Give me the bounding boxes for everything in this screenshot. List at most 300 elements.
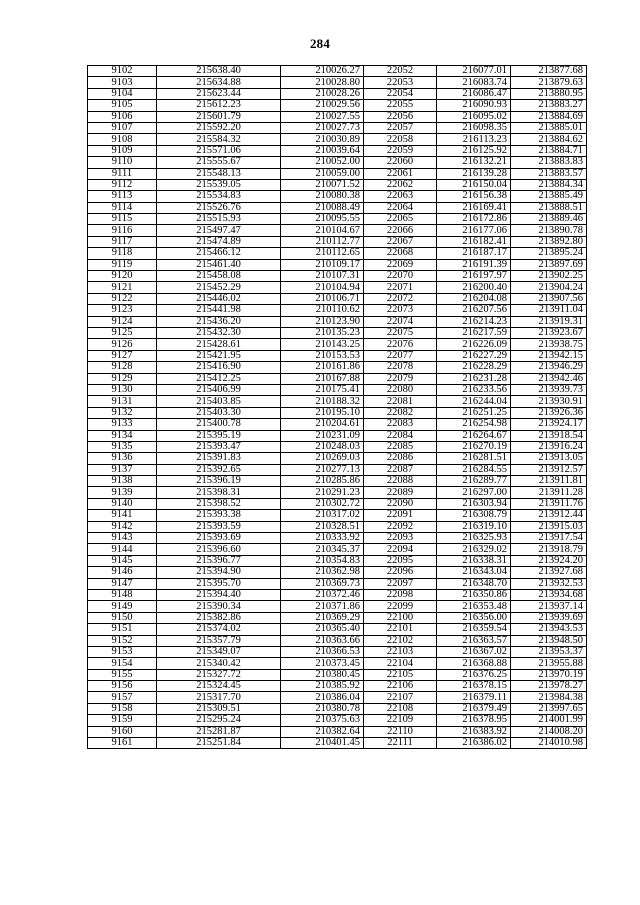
point-id-right: 22058: [364, 134, 437, 145]
point-id-left: 9105: [88, 100, 157, 111]
point-id-right: 22105: [364, 669, 437, 680]
point-id-right: 22081: [364, 396, 437, 407]
x-coordinate-right: 216343.04: [437, 567, 511, 578]
point-id-left: 9136: [88, 453, 157, 464]
point-id-right: 22107: [364, 692, 437, 703]
x-coordinate-right: 216197.97: [437, 271, 511, 282]
x-coordinate-left: 215428.61: [157, 339, 281, 350]
table-row: [88, 327, 587, 338]
point-id-left: 9122: [88, 293, 157, 304]
x-coordinate-right: 216207.56: [437, 305, 511, 316]
x-coordinate-right: 216172.86: [437, 214, 511, 225]
point-id-right: 22063: [364, 191, 437, 202]
table-row: [88, 191, 587, 202]
y-coordinate-left: 210167.88: [281, 373, 364, 384]
y-coordinate-left: 210382.64: [281, 726, 364, 737]
point-id-left: 9149: [88, 601, 157, 612]
y-coordinate-left: 210112.65: [281, 248, 364, 259]
table-row: [88, 681, 587, 692]
y-coordinate-right: 213939.73: [511, 384, 587, 395]
point-id-right: 22092: [364, 521, 437, 532]
table-row: [88, 214, 587, 225]
point-id-right: 22084: [364, 430, 437, 441]
y-coordinate-right: 213877.68: [511, 66, 587, 77]
y-coordinate-left: 210143.25: [281, 339, 364, 350]
y-coordinate-left: 210363.66: [281, 635, 364, 646]
y-coordinate-right: 213912.57: [511, 464, 587, 475]
y-coordinate-right: 213930.91: [511, 396, 587, 407]
point-id-left: 9147: [88, 578, 157, 589]
point-id-right: 22101: [364, 624, 437, 635]
point-id-right: 22074: [364, 316, 437, 327]
table-row: [88, 555, 587, 566]
y-coordinate-right: 214008.20: [511, 726, 587, 737]
y-coordinate-left: 210028.26: [281, 88, 364, 99]
x-coordinate-right: 216329.02: [437, 544, 511, 555]
x-coordinate-left: 215393.69: [157, 533, 281, 544]
table-row: [88, 498, 587, 509]
y-coordinate-right: 213939.69: [511, 612, 587, 623]
point-id-right: 22069: [364, 259, 437, 270]
y-coordinate-left: 210380.78: [281, 703, 364, 714]
table-row: [88, 134, 587, 145]
table-row: [88, 362, 587, 373]
point-id-left: 9151: [88, 624, 157, 635]
x-coordinate-left: 215539.05: [157, 179, 281, 190]
y-coordinate-left: 210328.51: [281, 521, 364, 532]
point-id-left: 9157: [88, 692, 157, 703]
table-row: [88, 624, 587, 635]
y-coordinate-right: 213885.01: [511, 122, 587, 133]
y-coordinate-left: 210106.71: [281, 293, 364, 304]
x-coordinate-right: 216356.00: [437, 612, 511, 623]
point-id-right: 22089: [364, 487, 437, 498]
x-coordinate-left: 215396.19: [157, 476, 281, 487]
table-row: [88, 100, 587, 111]
y-coordinate-left: 210354.83: [281, 555, 364, 566]
x-coordinate-left: 215497.47: [157, 225, 281, 236]
point-id-right: 22083: [364, 419, 437, 430]
x-coordinate-right: 216270.19: [437, 441, 511, 452]
point-id-left: 9103: [88, 77, 157, 88]
point-id-right: 22053: [364, 77, 437, 88]
table-row: [88, 225, 587, 236]
y-coordinate-right: 213918.54: [511, 430, 587, 441]
y-coordinate-left: 210231.09: [281, 430, 364, 441]
x-coordinate-left: 215461.40: [157, 259, 281, 270]
x-coordinate-left: 215406.99: [157, 384, 281, 395]
point-id-left: 9106: [88, 111, 157, 122]
table-row: [88, 738, 587, 749]
point-id-left: 9107: [88, 122, 157, 133]
point-id-left: 9144: [88, 544, 157, 555]
y-coordinate-right: 213911.81: [511, 476, 587, 487]
x-coordinate-right: 216132.21: [437, 157, 511, 168]
y-coordinate-left: 210277.13: [281, 464, 364, 475]
x-coordinate-left: 215295.24: [157, 715, 281, 726]
x-coordinate-right: 216139.28: [437, 168, 511, 179]
y-coordinate-left: 210095.55: [281, 214, 364, 225]
y-coordinate-left: 210371.86: [281, 601, 364, 612]
y-coordinate-left: 210110.62: [281, 305, 364, 316]
y-coordinate-left: 210401.45: [281, 738, 364, 749]
y-coordinate-right: 213897.69: [511, 259, 587, 270]
y-coordinate-left: 210161.86: [281, 362, 364, 373]
table-row: [88, 533, 587, 544]
point-id-left: 9138: [88, 476, 157, 487]
x-coordinate-right: 216098.35: [437, 122, 511, 133]
x-coordinate-right: 216284.55: [437, 464, 511, 475]
y-coordinate-right: 213902.25: [511, 271, 587, 282]
y-coordinate-left: 210317.02: [281, 510, 364, 521]
y-coordinate-right: 213946.29: [511, 362, 587, 373]
x-coordinate-left: 215390.34: [157, 601, 281, 612]
point-id-left: 9143: [88, 533, 157, 544]
y-coordinate-right: 213932.53: [511, 578, 587, 589]
point-id-left: 9102: [88, 66, 157, 77]
table-row: [88, 88, 587, 99]
y-coordinate-right: 213883.27: [511, 100, 587, 111]
table-row: [88, 259, 587, 270]
y-coordinate-right: 213895.24: [511, 248, 587, 259]
y-coordinate-left: 210269.03: [281, 453, 364, 464]
table-row: [88, 168, 587, 179]
y-coordinate-right: 213911.76: [511, 498, 587, 509]
x-coordinate-left: 215340.42: [157, 658, 281, 669]
y-coordinate-left: 210123.90: [281, 316, 364, 327]
x-coordinate-left: 215441.98: [157, 305, 281, 316]
y-coordinate-left: 210026.27: [281, 66, 364, 77]
point-id-right: 22097: [364, 578, 437, 589]
x-coordinate-left: 215357.79: [157, 635, 281, 646]
y-coordinate-right: 213889.46: [511, 214, 587, 225]
x-coordinate-right: 216254.98: [437, 419, 511, 430]
point-id-right: 22079: [364, 373, 437, 384]
y-coordinate-left: 210088.49: [281, 202, 364, 213]
point-id-left: 9145: [88, 555, 157, 566]
y-coordinate-left: 210204.61: [281, 419, 364, 430]
point-id-right: 22104: [364, 658, 437, 669]
x-coordinate-left: 215526.76: [157, 202, 281, 213]
x-coordinate-left: 215515.93: [157, 214, 281, 225]
y-coordinate-left: 210373.45: [281, 658, 364, 669]
y-coordinate-right: 213883.83: [511, 157, 587, 168]
point-id-right: 22072: [364, 293, 437, 304]
y-coordinate-right: 213938.75: [511, 339, 587, 350]
x-coordinate-left: 215534.83: [157, 191, 281, 202]
x-coordinate-left: 215458.08: [157, 271, 281, 282]
point-id-left: 9115: [88, 214, 157, 225]
page-number: 284: [309, 36, 331, 51]
y-coordinate-right: 213943.53: [511, 624, 587, 635]
y-coordinate-right: 213880.95: [511, 88, 587, 99]
y-coordinate-left: 210028.80: [281, 77, 364, 88]
x-coordinate-left: 215395.70: [157, 578, 281, 589]
x-coordinate-right: 216367.02: [437, 646, 511, 657]
x-coordinate-right: 216200.40: [437, 282, 511, 293]
table-row: [88, 635, 587, 646]
point-id-left: 9114: [88, 202, 157, 213]
y-coordinate-right: 213879.63: [511, 77, 587, 88]
coordinates-table: [87, 65, 587, 749]
y-coordinate-left: 210195.10: [281, 407, 364, 418]
point-id-right: 22088: [364, 476, 437, 487]
point-id-left: 9118: [88, 248, 157, 259]
table-row: [88, 236, 587, 247]
x-coordinate-left: 215398.31: [157, 487, 281, 498]
x-coordinate-right: 216187.17: [437, 248, 511, 259]
x-coordinate-left: 215634.88: [157, 77, 281, 88]
point-id-right: 22071: [364, 282, 437, 293]
table-row: [88, 66, 587, 77]
table-row: [88, 293, 587, 304]
y-coordinate-right: 213883.57: [511, 168, 587, 179]
x-coordinate-left: 215349.07: [157, 646, 281, 657]
y-coordinate-left: 210027.55: [281, 111, 364, 122]
y-coordinate-left: 210104.67: [281, 225, 364, 236]
coordinates-table-body: [88, 66, 587, 749]
x-coordinate-left: 215324.45: [157, 681, 281, 692]
y-coordinate-left: 210362.98: [281, 567, 364, 578]
point-id-left: 9116: [88, 225, 157, 236]
point-id-right: 22100: [364, 612, 437, 623]
x-coordinate-right: 216214.23: [437, 316, 511, 327]
y-coordinate-left: 210080.38: [281, 191, 364, 202]
point-id-left: 9104: [88, 88, 157, 99]
x-coordinate-right: 216228.29: [437, 362, 511, 373]
x-coordinate-right: 216233.56: [437, 384, 511, 395]
point-id-left: 9153: [88, 646, 157, 657]
point-id-left: 9109: [88, 145, 157, 156]
point-id-left: 9137: [88, 464, 157, 475]
y-coordinate-right: 213885.49: [511, 191, 587, 202]
point-id-left: 9130: [88, 384, 157, 395]
x-coordinate-left: 215474.89: [157, 236, 281, 247]
point-id-right: 22103: [364, 646, 437, 657]
y-coordinate-left: 210333.92: [281, 533, 364, 544]
x-coordinate-left: 215392.65: [157, 464, 281, 475]
x-coordinate-right: 216264.67: [437, 430, 511, 441]
y-coordinate-right: 213904.24: [511, 282, 587, 293]
point-id-right: 22066: [364, 225, 437, 236]
point-id-right: 22109: [364, 715, 437, 726]
table-row: [88, 430, 587, 441]
x-coordinate-left: 215452.29: [157, 282, 281, 293]
point-id-right: 22064: [364, 202, 437, 213]
point-id-right: 22082: [364, 407, 437, 418]
x-coordinate-left: 215281.87: [157, 726, 281, 737]
x-coordinate-right: 216083.74: [437, 77, 511, 88]
x-coordinate-right: 216169.41: [437, 202, 511, 213]
point-id-right: 22078: [364, 362, 437, 373]
x-coordinate-left: 215395.19: [157, 430, 281, 441]
x-coordinate-right: 216077.01: [437, 66, 511, 77]
point-id-left: 9128: [88, 362, 157, 373]
x-coordinate-right: 216251.25: [437, 407, 511, 418]
point-id-left: 9132: [88, 407, 157, 418]
x-coordinate-right: 216338.31: [437, 555, 511, 566]
x-coordinate-right: 216378.95: [437, 715, 511, 726]
y-coordinate-left: 210285.86: [281, 476, 364, 487]
point-id-right: 22056: [364, 111, 437, 122]
table-row: [88, 487, 587, 498]
y-coordinate-right: 213919.31: [511, 316, 587, 327]
y-coordinate-left: 210153.53: [281, 350, 364, 361]
y-coordinate-right: 214010.98: [511, 738, 587, 749]
table-row: [88, 544, 587, 555]
point-id-right: 22073: [364, 305, 437, 316]
x-coordinate-right: 216379.49: [437, 703, 511, 714]
x-coordinate-left: 215548.13: [157, 168, 281, 179]
y-coordinate-right: 213907.56: [511, 293, 587, 304]
point-id-right: 22052: [364, 66, 437, 77]
point-id-left: 9123: [88, 305, 157, 316]
point-id-right: 22060: [364, 157, 437, 168]
table-row: [88, 305, 587, 316]
y-coordinate-right: 213918.79: [511, 544, 587, 555]
table-row: [88, 715, 587, 726]
x-coordinate-left: 215398.52: [157, 498, 281, 509]
point-id-right: 22106: [364, 681, 437, 692]
y-coordinate-left: 210291.23: [281, 487, 364, 498]
x-coordinate-right: 216289.77: [437, 476, 511, 487]
y-coordinate-right: 213924.17: [511, 419, 587, 430]
table-row: [88, 396, 587, 407]
y-coordinate-left: 210375.63: [281, 715, 364, 726]
x-coordinate-right: 216376.25: [437, 669, 511, 680]
table-row: [88, 282, 587, 293]
point-id-left: 9117: [88, 236, 157, 247]
x-coordinate-right: 216125.92: [437, 145, 511, 156]
point-id-left: 9148: [88, 589, 157, 600]
point-id-right: 22075: [364, 327, 437, 338]
table-row: [88, 658, 587, 669]
table-row: [88, 407, 587, 418]
x-coordinate-left: 215403.85: [157, 396, 281, 407]
table-row: [88, 521, 587, 532]
table-row: [88, 703, 587, 714]
y-coordinate-right: 213984.38: [511, 692, 587, 703]
y-coordinate-left: 210135.23: [281, 327, 364, 338]
point-id-left: 9158: [88, 703, 157, 714]
x-coordinate-left: 215374.02: [157, 624, 281, 635]
point-id-left: 9121: [88, 282, 157, 293]
y-coordinate-left: 210112.77: [281, 236, 364, 247]
x-coordinate-right: 216353.48: [437, 601, 511, 612]
point-id-left: 9124: [88, 316, 157, 327]
y-coordinate-right: 213942.46: [511, 373, 587, 384]
y-coordinate-right: 213884.69: [511, 111, 587, 122]
point-id-right: 22108: [364, 703, 437, 714]
point-id-right: 22055: [364, 100, 437, 111]
y-coordinate-right: 213937.14: [511, 601, 587, 612]
table-row: [88, 464, 587, 475]
point-id-left: 9108: [88, 134, 157, 145]
y-coordinate-left: 210188.32: [281, 396, 364, 407]
table-row: [88, 157, 587, 168]
y-coordinate-right: 213917.54: [511, 533, 587, 544]
x-coordinate-left: 215466.12: [157, 248, 281, 259]
x-coordinate-right: 216363.57: [437, 635, 511, 646]
x-coordinate-left: 215446.02: [157, 293, 281, 304]
point-id-left: 9111: [88, 168, 157, 179]
x-coordinate-left: 215396.77: [157, 555, 281, 566]
y-coordinate-right: 213970.19: [511, 669, 587, 680]
y-coordinate-right: 213915.03: [511, 521, 587, 532]
point-id-right: 22110: [364, 726, 437, 737]
y-coordinate-left: 210369.73: [281, 578, 364, 589]
y-coordinate-right: 213923.67: [511, 327, 587, 338]
y-coordinate-left: 210365.40: [281, 624, 364, 635]
x-coordinate-right: 216368.88: [437, 658, 511, 669]
point-id-right: 22059: [364, 145, 437, 156]
x-coordinate-right: 216231.28: [437, 373, 511, 384]
y-coordinate-right: 213888.51: [511, 202, 587, 213]
point-id-left: 9135: [88, 441, 157, 452]
point-id-left: 9142: [88, 521, 157, 532]
y-coordinate-right: 213890.78: [511, 225, 587, 236]
point-id-left: 9110: [88, 157, 157, 168]
y-coordinate-right: 213916.24: [511, 441, 587, 452]
table-row: [88, 271, 587, 282]
y-coordinate-right: 213942.15: [511, 350, 587, 361]
point-id-right: 22070: [364, 271, 437, 282]
point-id-left: 9134: [88, 430, 157, 441]
y-coordinate-left: 210366.53: [281, 646, 364, 657]
x-coordinate-right: 216113.23: [437, 134, 511, 145]
x-coordinate-left: 215584.32: [157, 134, 281, 145]
x-coordinate-left: 215416.90: [157, 362, 281, 373]
y-coordinate-left: 210302.72: [281, 498, 364, 509]
y-coordinate-right: 213997.65: [511, 703, 587, 714]
y-coordinate-left: 210380.45: [281, 669, 364, 680]
y-coordinate-left: 210039.64: [281, 145, 364, 156]
point-id-left: 9129: [88, 373, 157, 384]
x-coordinate-right: 216227.29: [437, 350, 511, 361]
y-coordinate-right: 213913.05: [511, 453, 587, 464]
y-coordinate-left: 210052.00: [281, 157, 364, 168]
point-id-right: 22096: [364, 567, 437, 578]
y-coordinate-right: 213955.88: [511, 658, 587, 669]
table-row: [88, 122, 587, 133]
x-coordinate-left: 215309.51: [157, 703, 281, 714]
x-coordinate-right: 216303.94: [437, 498, 511, 509]
y-coordinate-right: 213948.50: [511, 635, 587, 646]
y-coordinate-left: 210369.29: [281, 612, 364, 623]
point-id-right: 22054: [364, 88, 437, 99]
y-coordinate-right: 213924.20: [511, 555, 587, 566]
table-row: [88, 669, 587, 680]
point-id-right: 22102: [364, 635, 437, 646]
x-coordinate-right: 216319.10: [437, 521, 511, 532]
x-coordinate-right: 216177.06: [437, 225, 511, 236]
table-row: [88, 726, 587, 737]
point-id-right: 22086: [364, 453, 437, 464]
x-coordinate-right: 216090.93: [437, 100, 511, 111]
point-id-right: 22065: [364, 214, 437, 225]
point-id-right: 22085: [364, 441, 437, 452]
table-row: [88, 350, 587, 361]
point-id-left: 9156: [88, 681, 157, 692]
table-row: [88, 646, 587, 657]
point-id-left: 9141: [88, 510, 157, 521]
y-coordinate-right: 213911.04: [511, 305, 587, 316]
point-id-right: 22076: [364, 339, 437, 350]
x-coordinate-left: 215432.30: [157, 327, 281, 338]
x-coordinate-right: 216350.86: [437, 589, 511, 600]
point-id-left: 9161: [88, 738, 157, 749]
point-id-right: 22095: [364, 555, 437, 566]
